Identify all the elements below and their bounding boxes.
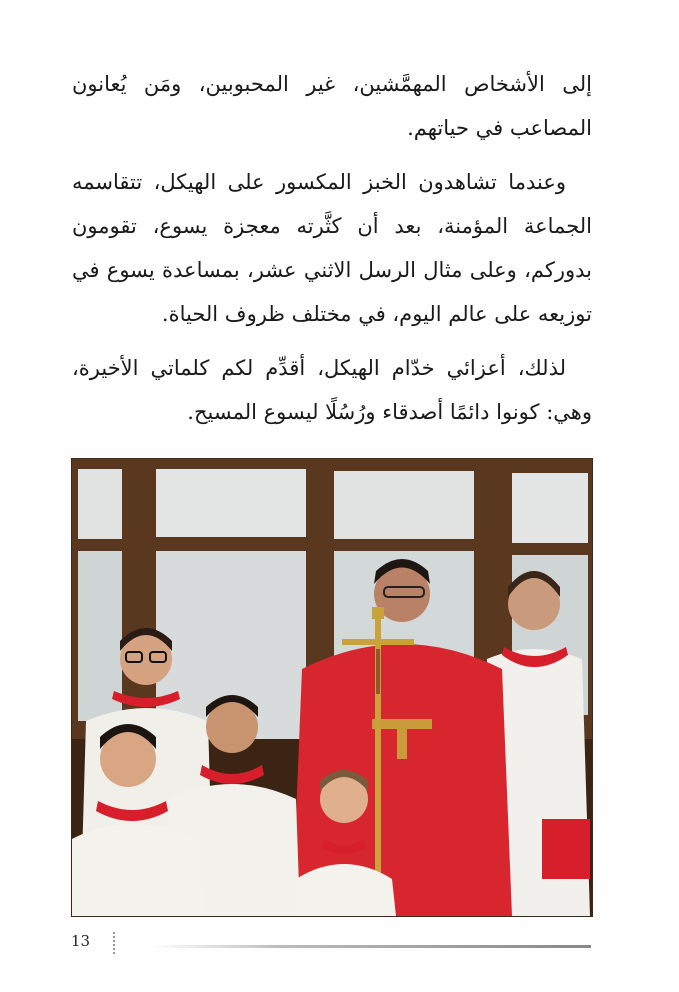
- dotted-separator: [113, 932, 117, 954]
- paragraph-3: لذلك، أعزائي خدّام الهيكل، أقدِّم لكم كلماتي الأخيرة، وهي: كونوا دائمًا أصدقاء ورُسُلًا ليسوع المسيح.: [72, 356, 592, 424]
- paragraph-2: وعندما تشاهدون الخبز المكسور على الهيكل، تتقاسمه الجماعة المؤمنة، بعد أن كثَّرته معجزة يسوع، تقومون بدوركم، وعلى مثال الرسل الاثني عشر، بمساعدة يسوع في توزيعه على عالم اليوم، في مختلف ظروف الحياة.: [72, 170, 592, 326]
- group-photo: [71, 458, 593, 917]
- paragraph-1: إلى الأشخاص المهمَّشين، غير المحبوبين، ومَن يُعانون المصاعب في حياتهم.: [72, 72, 592, 140]
- body-text: [72, 62, 592, 434]
- page-footer: [71, 930, 591, 960]
- page-number: 13: [71, 932, 91, 950]
- footer-rule: [151, 945, 591, 948]
- photo-illustration: [72, 459, 592, 916]
